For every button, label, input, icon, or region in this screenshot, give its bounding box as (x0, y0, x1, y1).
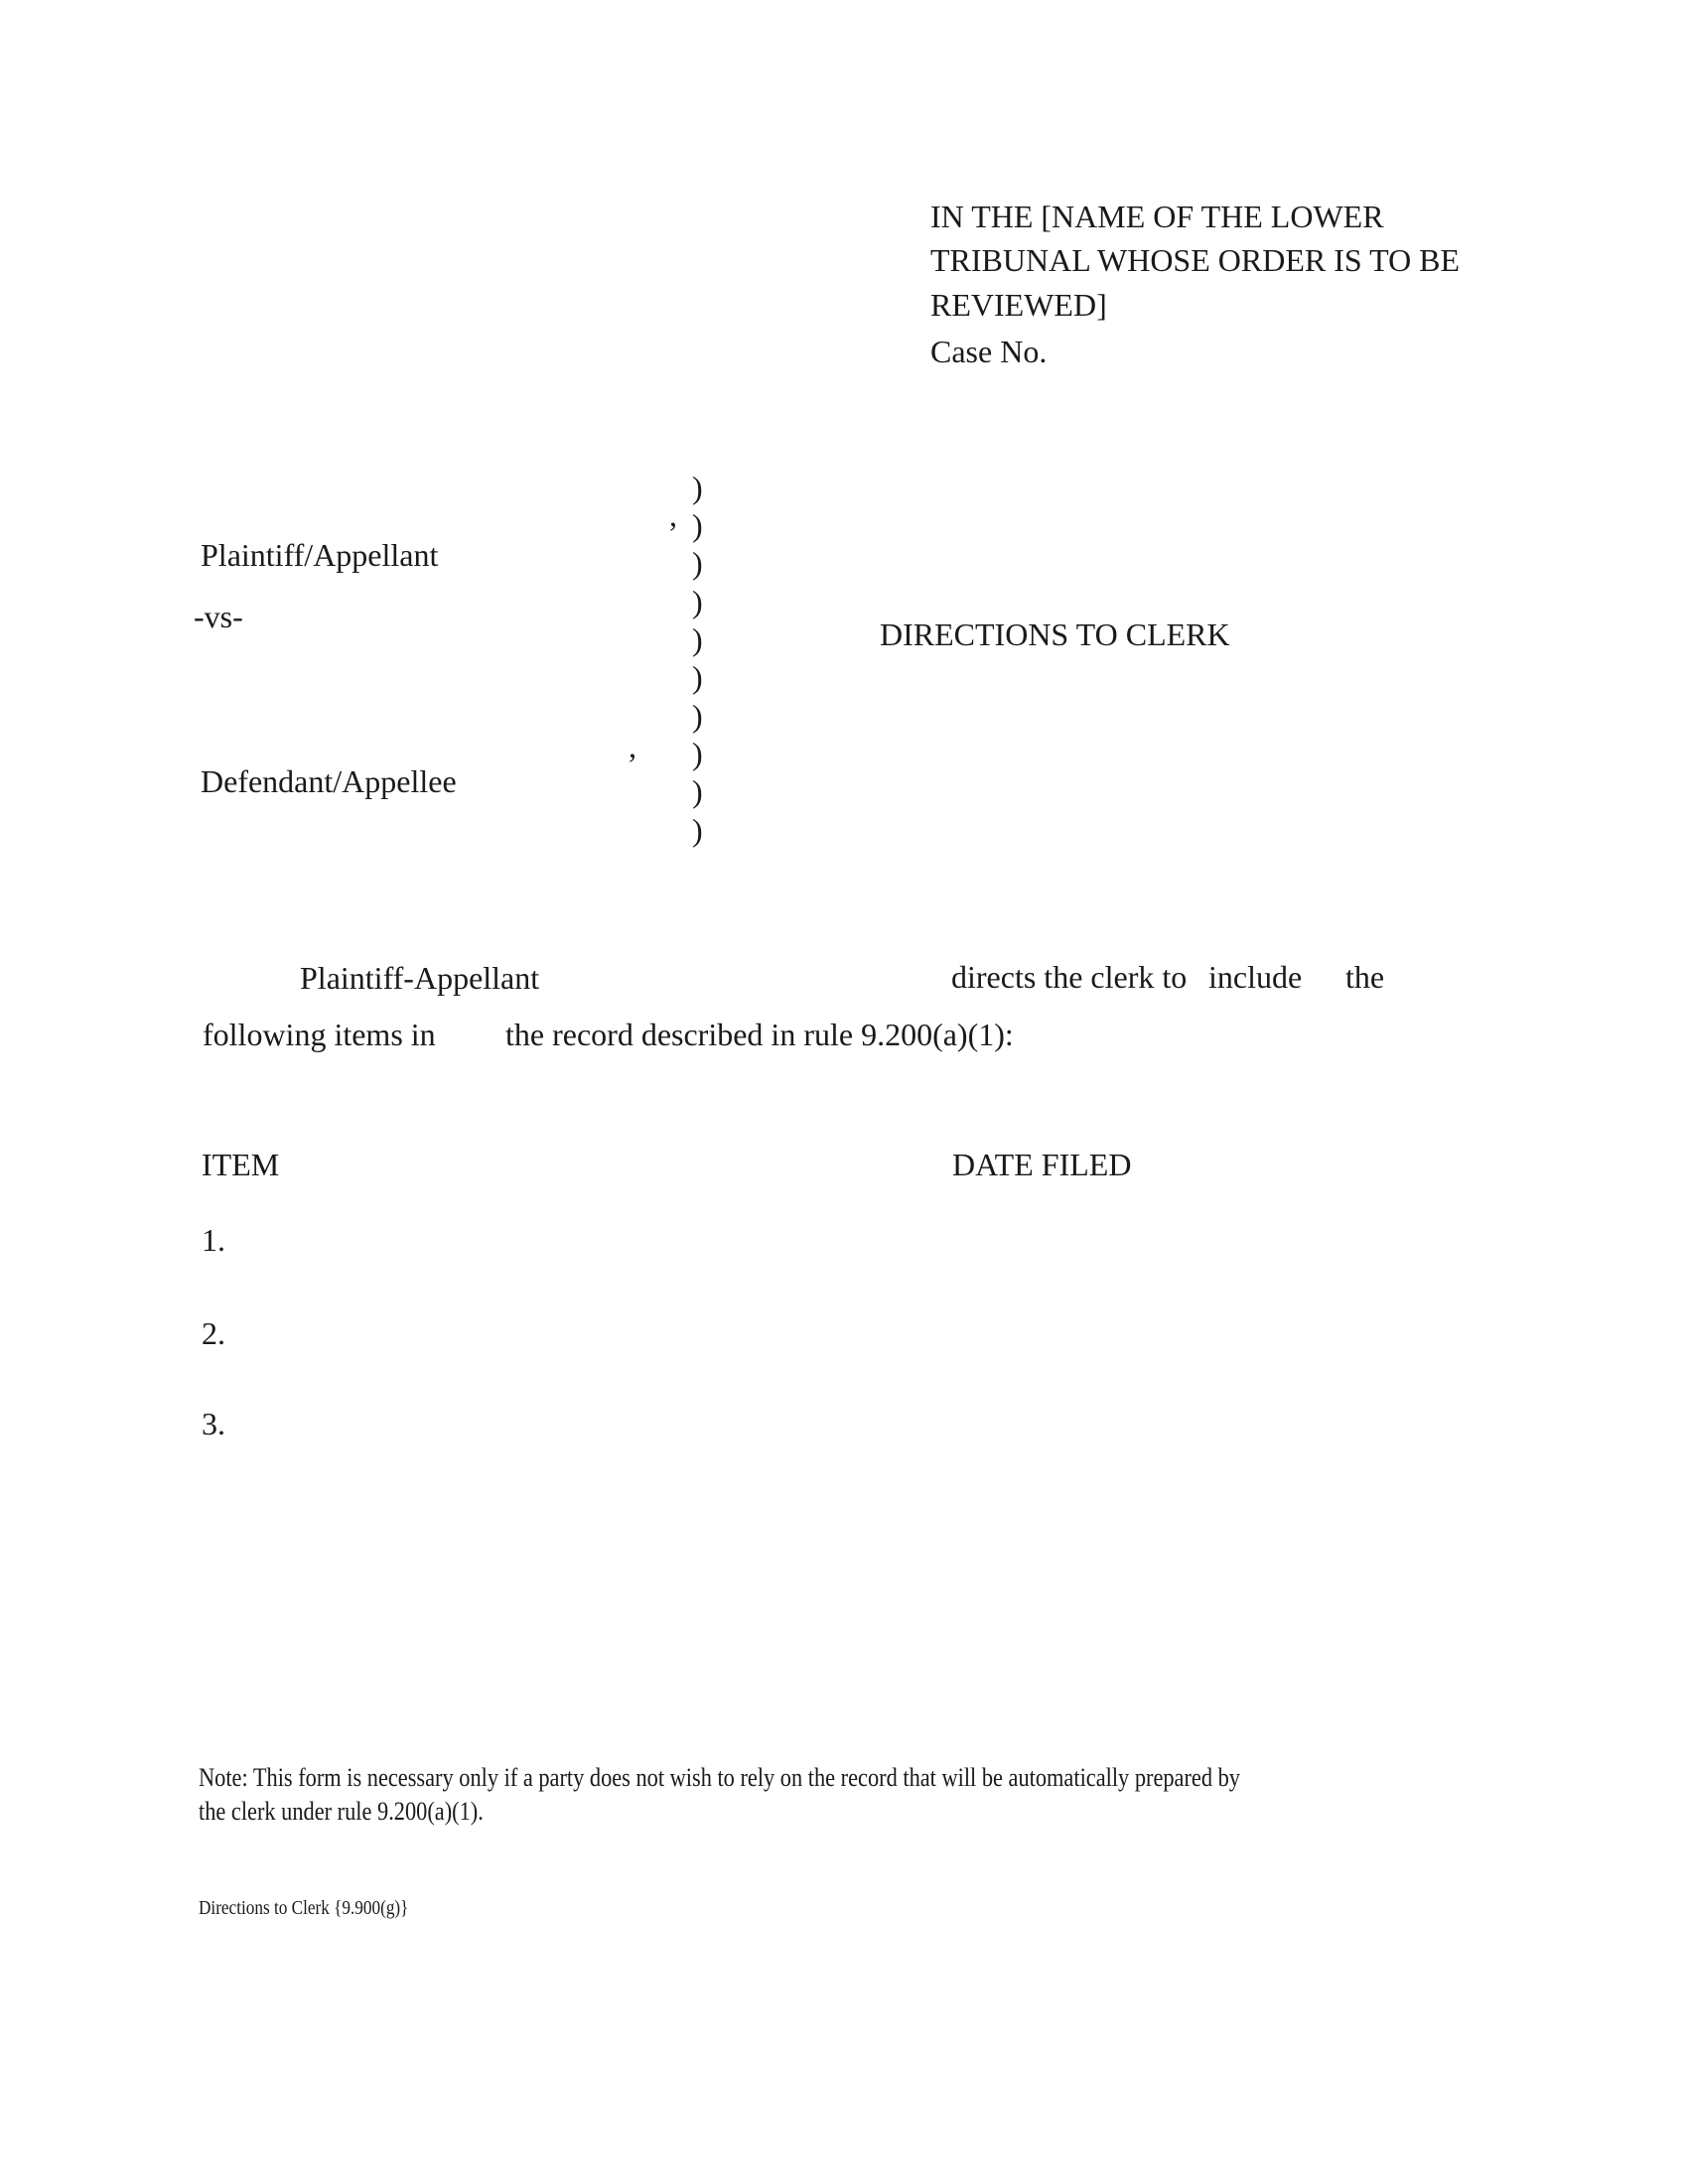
caption-paren: ) (692, 545, 703, 581)
document-title: DIRECTIONS TO CLERK (880, 616, 1230, 652)
caption-paren: ) (692, 812, 703, 848)
caption-paren: ) (692, 736, 703, 771)
case-number-label: Case No. (930, 334, 1048, 369)
defendant-appellee-label: Defendant/Appellee (201, 763, 457, 799)
note-line-1: Note: This form is necessary only if a party does not wish to rely on the record that will be automatically prepared by (199, 1763, 1240, 1792)
defendant-name-comma: , (629, 729, 636, 764)
column-header-item: ITEM (202, 1147, 280, 1182)
versus-label: -vs- (194, 599, 243, 634)
caption-paren: ) (692, 698, 703, 734)
caption-paren: ) (692, 621, 703, 657)
body-line1-segment-b: include (1208, 959, 1303, 995)
party-name: Plaintiff-Appellant (300, 960, 540, 996)
form-footer-label: Directions to Clerk {9.900(g)} (199, 1897, 409, 1919)
note-line-2: the clerk under rule 9.200(a)(1). (199, 1797, 484, 1826)
caption-paren: ) (692, 773, 703, 809)
court-name-line-1: IN THE [NAME OF THE LOWER (930, 199, 1384, 234)
plaintiff-appellant-label: Plaintiff/Appellant (201, 537, 439, 573)
caption-paren: ) (692, 584, 703, 619)
court-name-line-2: TRIBUNAL WHOSE ORDER IS TO BE (930, 242, 1461, 278)
caption-paren: ) (692, 507, 703, 543)
column-header-date-filed: DATE FILED (952, 1147, 1132, 1182)
body-line2-segment-b: the record described in rule 9.200(a)(1): (505, 1017, 1014, 1052)
body-line1-segment-c: the (1345, 959, 1385, 995)
row-number: 3. (202, 1406, 225, 1441)
plaintiff-name-comma: , (669, 497, 677, 533)
row-number: 2. (202, 1315, 225, 1351)
caption-paren: ) (692, 470, 703, 505)
body-line2-segment-a: following items in (203, 1017, 436, 1052)
row-number: 1. (202, 1222, 225, 1258)
caption-paren: ) (692, 659, 703, 695)
body-line1-segment-a: directs the clerk to (951, 959, 1188, 995)
court-name-line-3: REVIEWED] (930, 287, 1107, 323)
